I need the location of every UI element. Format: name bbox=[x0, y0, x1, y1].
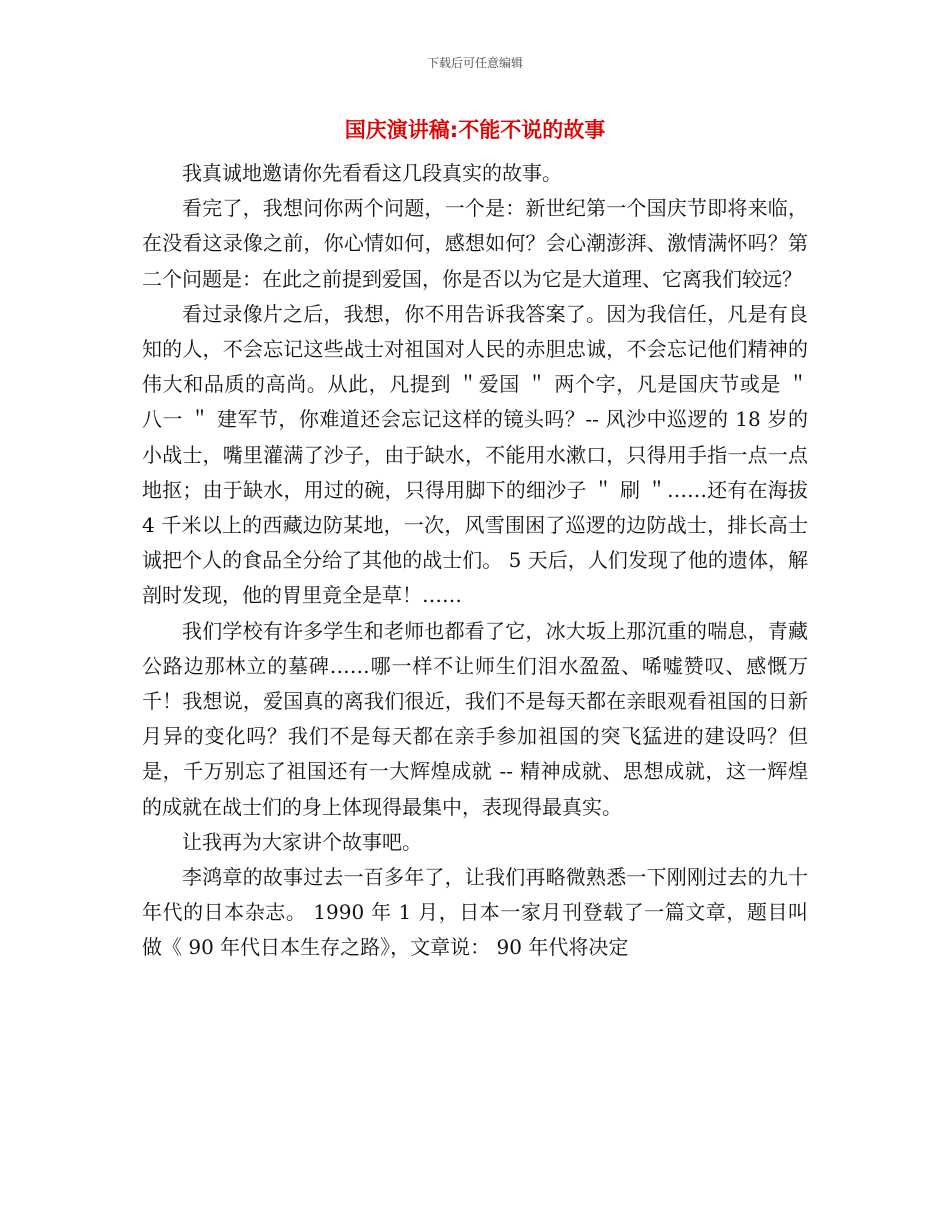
document-title: 国庆演讲稿:不能不说的故事 bbox=[344, 118, 606, 142]
paragraph: 看过录像片之后，我想，你不用告诉我答案了。因为我信任，凡是有良知的人，不会忘记这些战士对祖国对人民的赤胆忠诚，不会忘记他们精神的伟大和品质的高尚。从此，凡提到 ＂爱国 ＂ 两个字，凡是国庆节或是 ＂ 八一 ＂ 建军节，你难道还会忘记这样的镜头吗？-- 风沙中巡逻的 18 岁的小战士，嘴里灌满了沙子，由于缺水，不能用水漱口，只得用手指一点一点地抠；由于缺水，用过的碗，只得用脚下的细沙子 ＂ 刷 ＂……还有在海拔 4 千米以上的西藏边防某地，一次，风雪围困了巡逻的边防战士，排长高士诚把个人的食品全分给了其他的战士们。 5 天后，人们发现了他的遗体，解剖时发现，他的胃里竟全是草！…… bbox=[142, 301, 808, 608]
paragraph: 我真诚地邀请你先看看这几段真实的故事。 bbox=[182, 161, 562, 185]
paragraph: 让我再为大家讲个故事吧。 bbox=[182, 829, 422, 854]
header-note: 下载后可任意编辑 bbox=[426, 56, 523, 70]
paragraph: 我们学校有许多学生和老师也都看了它，冰大坂上那沉重的喘息，青藏公路边那林立的墓碑……哪一样不让师生们泪水盈盈、唏嘘赞叹、感慨万千！我想说，爱国真的离我们很近，我们不是每天都在亲眼观看祖国的日新月异的变化吗？我们不是每天都在亲手参加祖国的突飞猛进的建设吗？但是，千万别忘了祖国还有一大辉煌成就 -- 精神成就、思想成就，这一辉煌的成就在战士们的身上体现得最集中，表现得最真实。 bbox=[142, 618, 808, 819]
paragraph: 李鸿章的故事过去一百多年了，让我们再略微熟悉一下刚刚过去的九十年代的日本杂志。 1990 年 1 月，日本一家月刊登载了一篇文章，题目叫做《 90 年代日本生存之路》，文章说： 90 年代将决定 bbox=[142, 865, 808, 960]
document-body bbox=[142, 156, 808, 966]
paragraph: 看完了，我想问你两个问题，一个是：新世纪第一个国庆节即将来临，在没看这录像之前，你心情如何，感想如何？会心潮澎湃、激情满怀吗？第二个问题是：在此之前提到爱国，你是否以为它是大道理、它离我们较远？ bbox=[142, 196, 808, 291]
